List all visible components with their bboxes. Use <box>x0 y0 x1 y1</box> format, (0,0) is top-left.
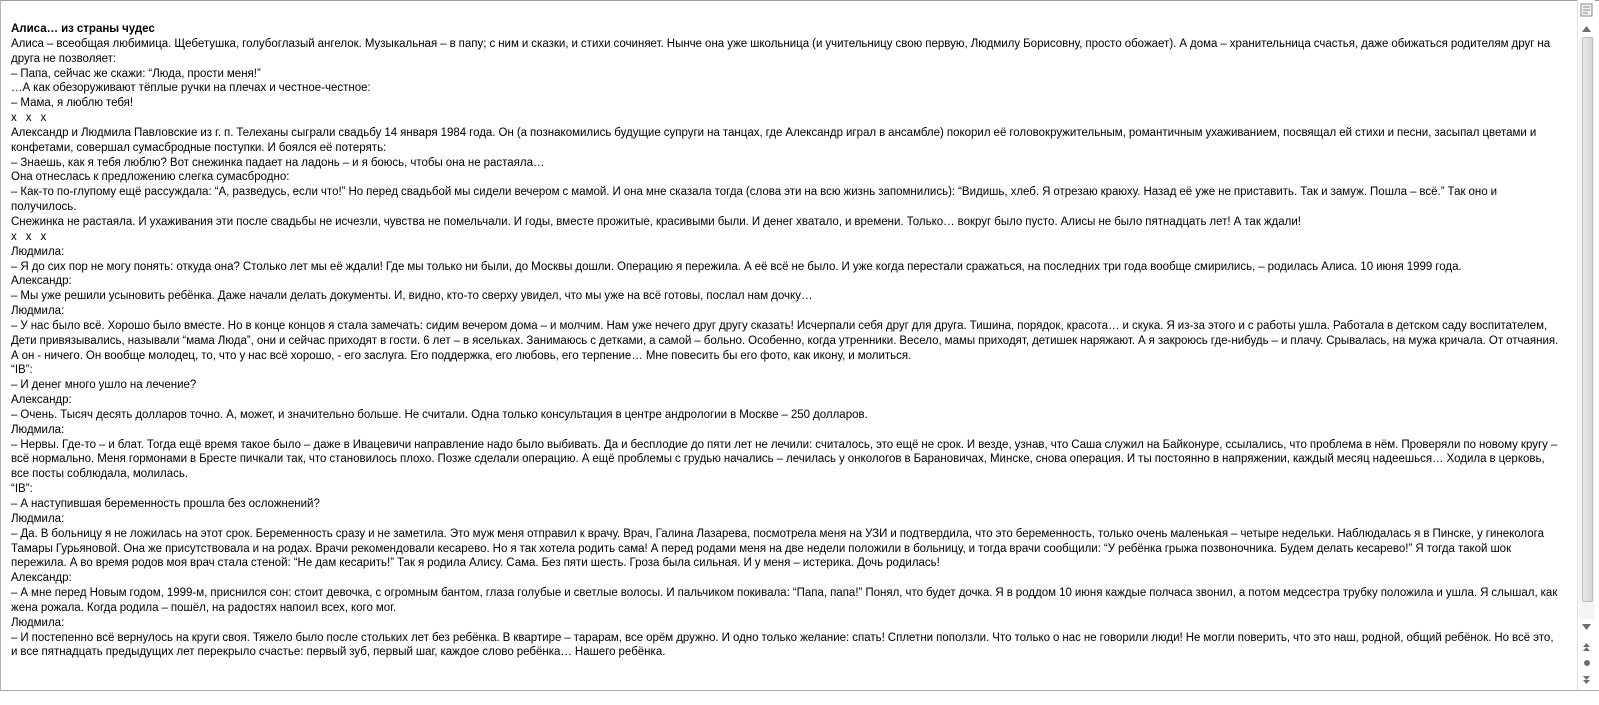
double-up-icon <box>1582 643 1591 652</box>
paragraph-container <box>11 37 1559 660</box>
double-down-icon <box>1582 675 1591 684</box>
view-ruler-icon[interactable] <box>1579 2 1594 18</box>
ruler-toggle-icon <box>1580 3 1593 17</box>
paragraph: – У нас было всё. Хорошо было вместе. Но в конце концов я стала замечать: сидим вечером дома – и молчим. Нам уже нечего друг другу сказать! Исчерпали себя друг для друга. Тишина, порядок, красота… и скука. Я из-за этого и с работы ушла. Работала в детском саду воспитателем, Дети привязывались, называли “мама Люда”, они и сейчас приходят в гости. 6 лет – в ясельках. Занимаюсь с детками, а самой – больно. Особенно, когда утренники. Весело, мамы приходят, детишек наряжают. А я закроюсь где-нибудь – и плачу. Срывалась, на мужа кричала. От отчаяния. А он - ничего. Он вообще молодец, то, что у нас всё хорошо, - его заслуга. Его поддержка, его любовь, его терпение… Мне повесить бы его фото, как икону, и молиться. <box>11 319 1559 362</box>
paragraph: – И постепенно всё вернулось на круги своя. Тяжело было после стольких лет без ребёнка. В квартире – тарарам, все орём дружно. И одно только желание: спать! Сплетни поползли. Что только о нас не говорили люди! Не могли поверить, что это наш, родной, общий ребёнок. Но всё это, и все пятнадцать предыдущих лет перекрыло счастье: первый зуб, первый шаг, каждое слово ребёнка… Нашего ребёнка. <box>11 631 1554 659</box>
arrow-down-icon <box>1582 624 1591 630</box>
paragraph: Александр: <box>11 394 72 407</box>
paragraph: Александр и Людмила Павловские из г. п. Телеханы сыграли свадьбу 14 января 1984 года. Он (а познакомились будущие супруги на танцах, где Александр играл в ансамбле) покорил её головокружительным, романтичным ухаживанием, посвящал ей стихи и песни, засыпал цветами и конфетами, совершал сумасбродные поступки. И боялся её потерять: <box>11 126 1537 154</box>
section-separator: x x x <box>11 230 50 243</box>
scroll-up-button[interactable] <box>1579 22 1594 36</box>
paragraph: Алиса – всеобщая любимица. Щебетушка, голубоглазый ангелок. Музыкальная – в папу; с ним и сказки, и стихи сочиняет. Нынче она уже школьница (и учительницу свою первую, Людмилу Борисовну, просто обожает). А дома – хранительница счастья, даже обижаться родителям друг на друга не позволяет: <box>11 37 1551 65</box>
paragraph: …А как обезоруживают тёплые ручки на плечах и честное-честное: <box>11 82 371 95</box>
status-strip <box>0 690 1599 705</box>
paragraph: – Очень. Тысяч десять долларов точно. А, может, и значительно больше. Не считали. Одна только консультация в центре андрологии в Москве – 250 долларов. <box>11 408 868 421</box>
paragraph: “IB”: <box>11 483 33 496</box>
paragraph: Людмила: <box>11 245 65 258</box>
scroll-down-button[interactable] <box>1579 620 1594 634</box>
paragraph: “IB”: <box>11 364 33 377</box>
paragraph: Александр: <box>11 572 72 585</box>
paragraph: – Знаешь, как я тебя люблю? Вот снежинка падает на ладонь – и я боюсь, чтобы она не растаяла… <box>11 156 545 169</box>
paragraph: – А мне перед Новым годом, 1999-м, приснился сон: стоит девочка, с огромным бантом, глаза голубые и светлые волосы. И пальчиком покивала: “Папа, папа!” Понял, что будет дочка. Я в роддом 10 июня каждые полчаса звонил, а потом медсестра трубку положила и ушла. Я слышал, как жена рожала. Когда родила – пошёл, на радостях напоил всех, кого мог. <box>11 587 1558 614</box>
previous-page-button[interactable] <box>1579 640 1594 654</box>
next-page-button[interactable] <box>1579 672 1594 686</box>
document-title: Алиса… из страны чудес <box>11 23 155 35</box>
vertical-scrollbar[interactable] <box>1577 0 1595 690</box>
scroll-track[interactable] <box>1579 37 1594 619</box>
paragraph: – Я до сих пор не могу понять: откуда она? Столько лет мы её ждали! Где мы только ни были, до Москвы дошли. Операцию я пережила. А её всё не было. И уже когда перестали сражаться, на последних три года вообще смирились, – родилась Алиса. 10 июня 1999 года. <box>11 260 1462 273</box>
paragraph: Снежинка не растаяла. И ухаживания эти после свадьбы не исчезли, чувства не помельчали. И годы, вместе прожитые, красивыми были. И денег хватало, и времени. Только… вокруг было пусто. Алисы не было пятнадцать лет! А так ждали! <box>11 215 1301 228</box>
document-body[interactable] <box>11 22 1559 682</box>
paragraph: – Мы уже решили усыновить ребёнка. Даже начали делать документы. И, видно, кто-то сверху увидел, что мы уже на всё готовы, послал нам дочку… <box>11 290 813 303</box>
paragraph: – Да. В больницу я не ложилась на этот срок. Беременность сразу и не заметила. Это муж меня отправил к врачу. Врач, Галина Лазарева, посмотрела меня на УЗИ и подтвердила, что это беременность, только очень маленькая – четыре недельки. Наблюдалась я в Пинске, у гинеколога Тамары Гурьяновой. Она же присутствовала и на родах. Врачи рекомендовали кесарево. Но я так хотела родить сама! А перед родами меня на две недели положили в больницу, и тогда врачи сообщили: “У ребёнка грыжа позвоночника. Будем делать кесарево!” Я тогда такой шок пережила. А во время родов моя врач стала стеной: “Не дам кесарить!” Так я родила Алису. Сама. Без пяти шесть. Гроза была сильная. И у меня – истерика. Дочь родилась! <box>11 527 1544 570</box>
paragraph: – И денег много ушло на лечение? <box>11 379 197 392</box>
browse-object-icon <box>1583 659 1591 667</box>
paragraph: – Папа, сейчас же скажи: “Люда, прости меня!” <box>11 67 261 80</box>
arrow-up-icon <box>1582 26 1591 32</box>
paragraph: Людмила: <box>11 512 65 525</box>
paragraph: Людмила: <box>11 616 65 629</box>
paragraph: – Мама, я люблю тебя! <box>11 97 134 110</box>
scroll-thumb[interactable] <box>1582 37 1593 602</box>
paragraph: Людмила: <box>11 305 65 318</box>
paragraph: – Как-то по-глупому ещё рассуждала: “А, разведусь, если что!” Но перед свадьбой мы сидели вечером с мамой. И она мне сказала тогда (слова эти на всю жизнь запомнились): “Видишь, хлеб. Я отрезаю краюху. Назад её уже не приставить. Так и замуж. Пошла – всё.” Так оно и получилось. <box>11 186 1498 214</box>
section-separator: x x x <box>11 112 50 125</box>
paragraph: Александр: <box>11 275 72 288</box>
paragraph: – А наступившая беременность прошла без осложнений? <box>11 498 320 510</box>
paragraph: Людмила: <box>11 423 65 436</box>
paragraph: Она отнеслась к предложению слегка сумасбродно: <box>11 171 290 184</box>
paragraph: – Нервы. Где-то – и блат. Тогда ещё время такое было – даже в Ивацевичи направление надо было выбивать. Да и бесплодие до пяти лет не лечили: считалось, это ещё не срок. И везде, узнав, что Саша служил на Байконуре, ссылались, что проблема в нём. Проверяли по новому кругу – всё нормально. Меня гормонами в Бресте пичкали так, что становилось плохо. Позже сделали операцию. А ещё проблемы с грудью начались – лечилась у онкологов в Барановичах, Минске, снова операция. И ты постоянно в напряжении, каждый месяц надеешься… Ходила в церковь, все посты соблюдала, молилась. <box>11 438 1558 481</box>
select-browse-object-button[interactable] <box>1579 656 1594 670</box>
